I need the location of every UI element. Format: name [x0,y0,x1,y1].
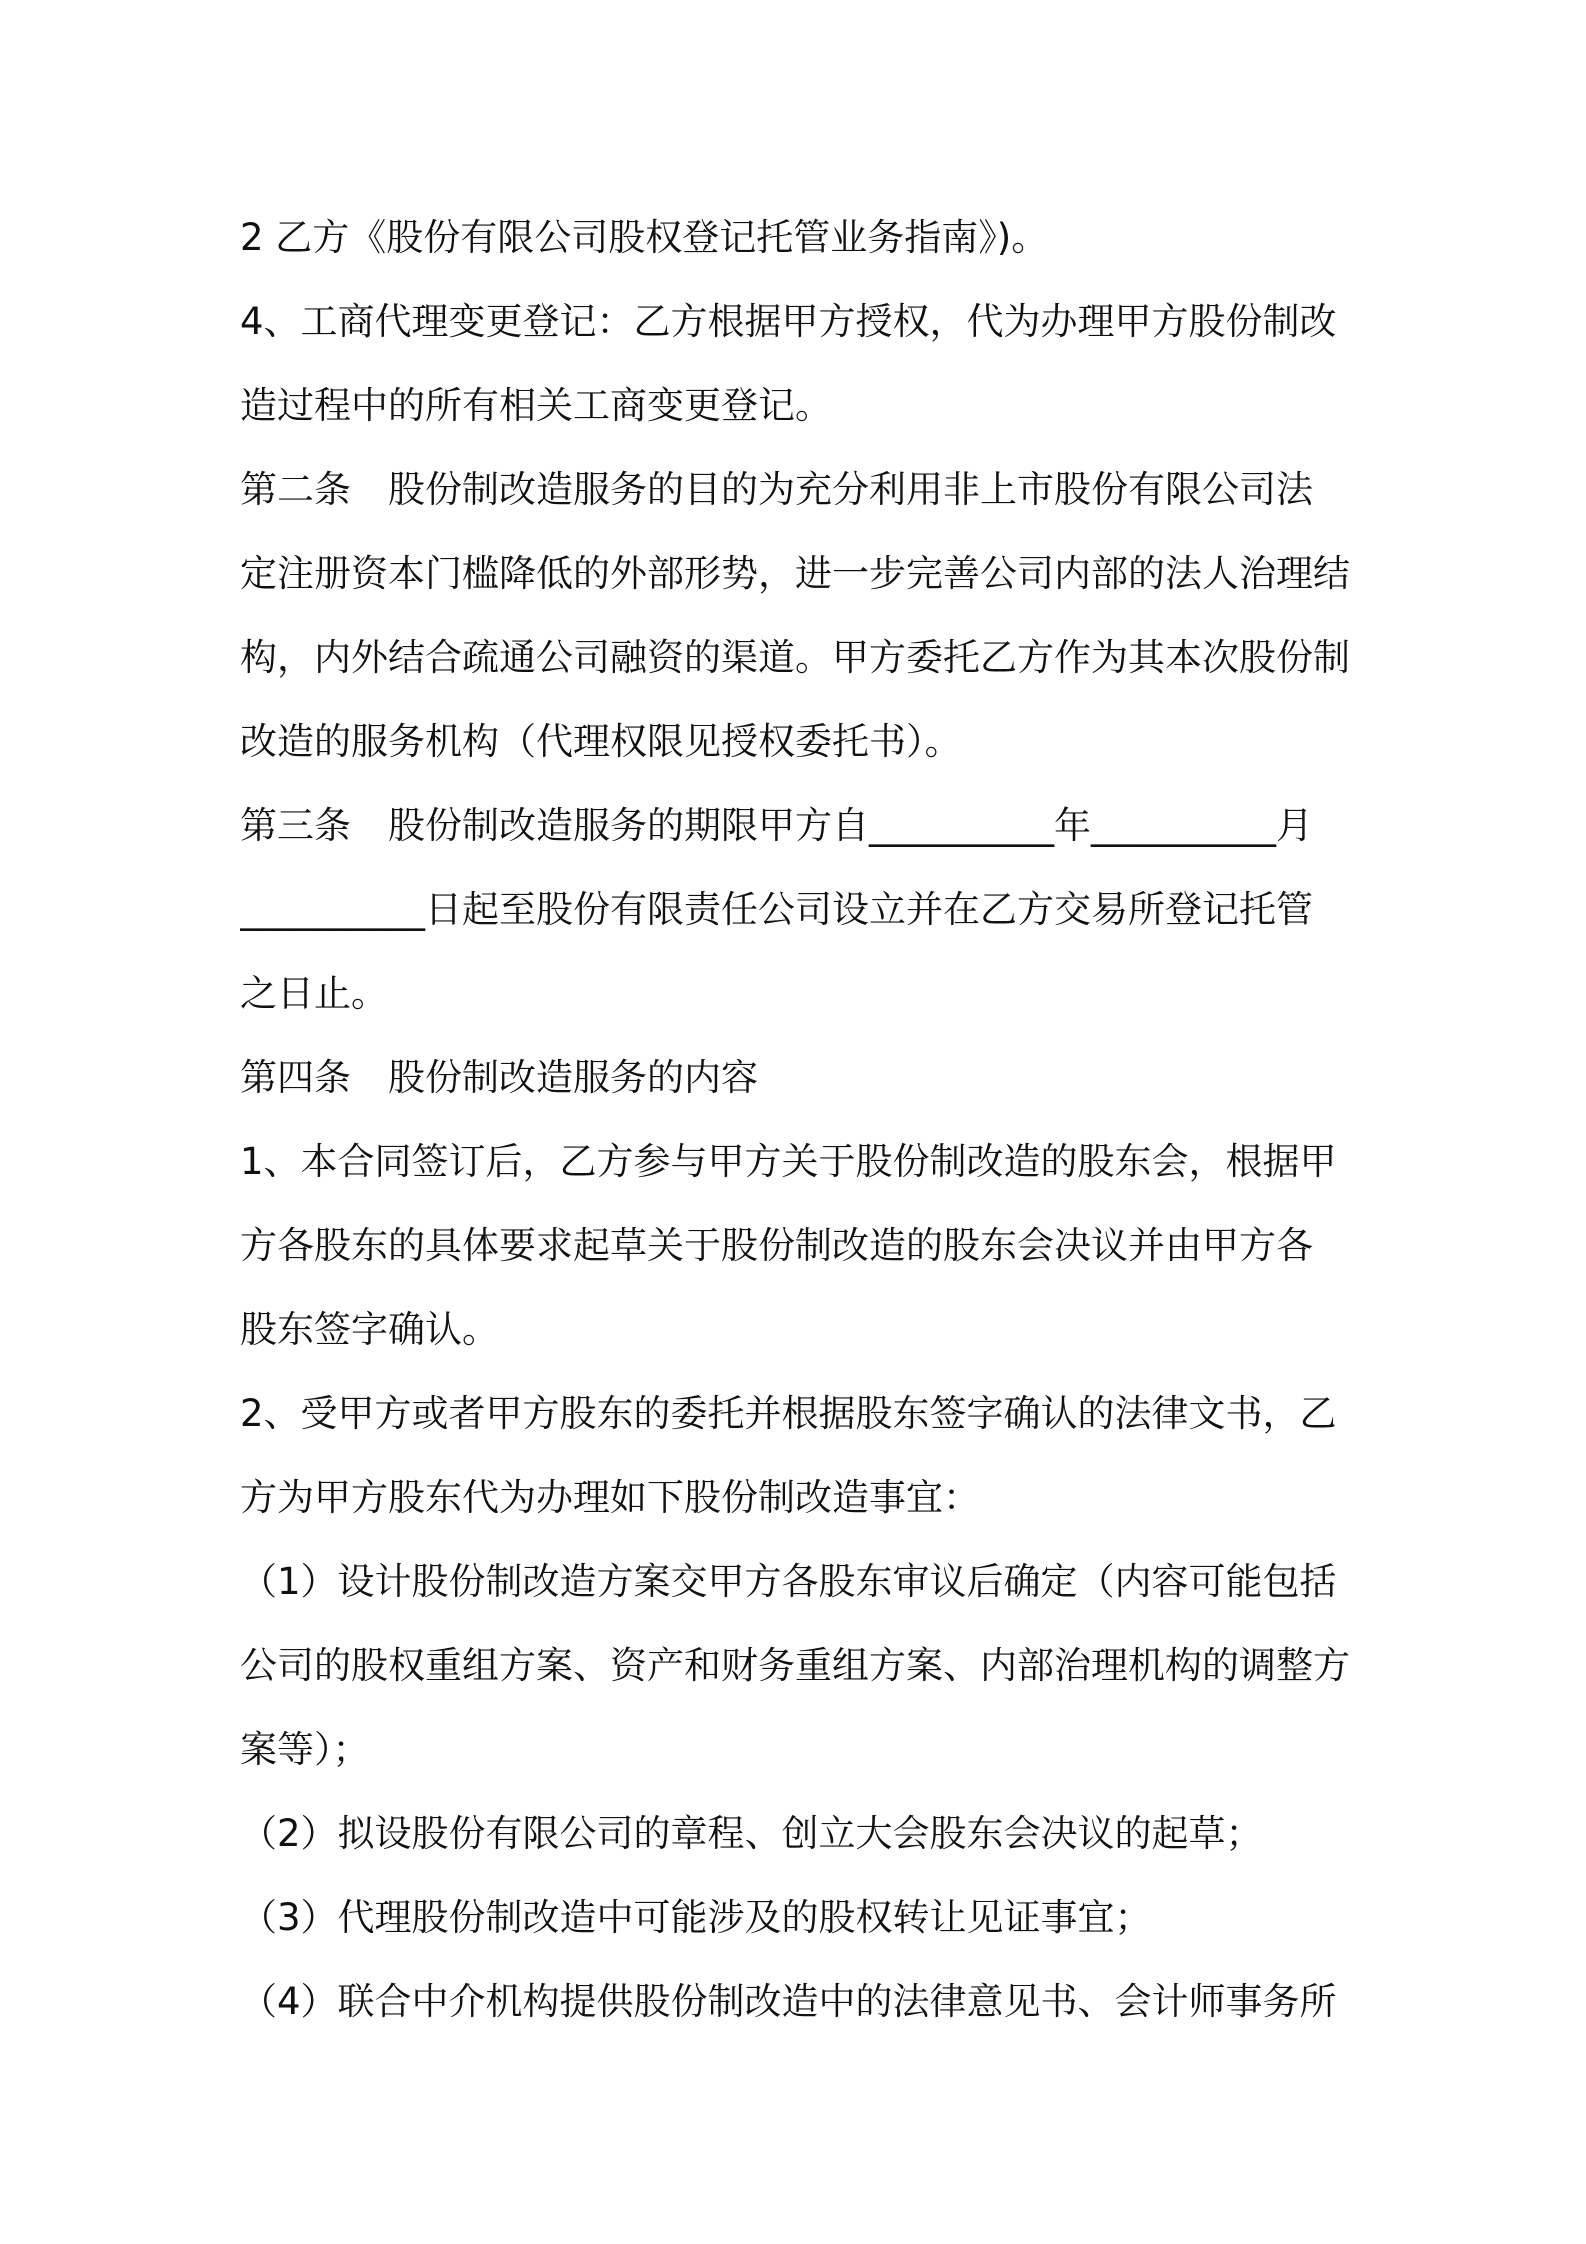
list-item-line: （2）拟设股份有限公司的章程、创立大会股东会决议的起草； [240,1812,1263,1855]
text-line: 构，内外结合疏通公司融资的渠道。甲方委托乙方作为其本次股份制 [240,636,1350,679]
text-line: 案等）； [240,1728,370,1771]
text-line: 方为甲方股东代为办理如下股份制改造事宜： [240,1476,980,1519]
list-item-line: （1）设计股份制改造方案交甲方各股东审议后确定（内容可能包括 [240,1560,1337,1603]
list-item-line: （4）联合中介机构提供股份制改造中的法律意见书、会计师事务所 [240,1980,1337,2023]
article-4-heading-line: 第四条 股份制改造服务的内容 [240,1056,758,1099]
list-item-line: （3）代理股份制改造中可能涉及的股权转让见证事宜； [240,1896,1152,1939]
text-line: 2、受甲方或者甲方股东的委托并根据股东签字确认的法律文书，乙 [240,1392,1337,1435]
text-line: 之日止。 [240,972,388,1015]
text-line: 股东签字确认。 [240,1308,499,1351]
text-line: 定注册资本门槛降低的外部形势，进一步完善公司内部的法人治理结 [240,552,1350,595]
text-line: 4、工商代理变更登记：乙方根据甲方授权，代为办理甲方股份制改 [240,300,1337,343]
text-line: 造过程中的所有相关工商变更登记。 [240,384,832,427]
article-2-heading-line: 第二条 股份制改造服务的目的为充分利用非上市股份有限公司法 [240,468,1313,511]
text-line: 公司的股权重组方案、资产和财务重组方案、内部治理机构的调整方 [240,1644,1350,1687]
text-line: 改造的服务机构（代理权限见授权委托书）。 [240,720,962,763]
text-line: 1、本合同签订后，乙方参与甲方关于股份制改造的股东会，根据甲 [240,1140,1337,1183]
text-line: __________日起至股份有限责任公司设立并在乙方交易所登记托管 [240,888,1313,931]
contract-body [240,196,1358,2044]
text-line: 2 乙方《股份有限公司股权登记托管业务指南》)。 [240,216,1049,259]
text-line: 方各股东的具体要求起草关于股份制改造的股东会决议并由甲方各 [240,1224,1313,1267]
article-3-heading-line: 第三条 股份制改造服务的期限甲方自__________年__________月 [240,804,1313,847]
